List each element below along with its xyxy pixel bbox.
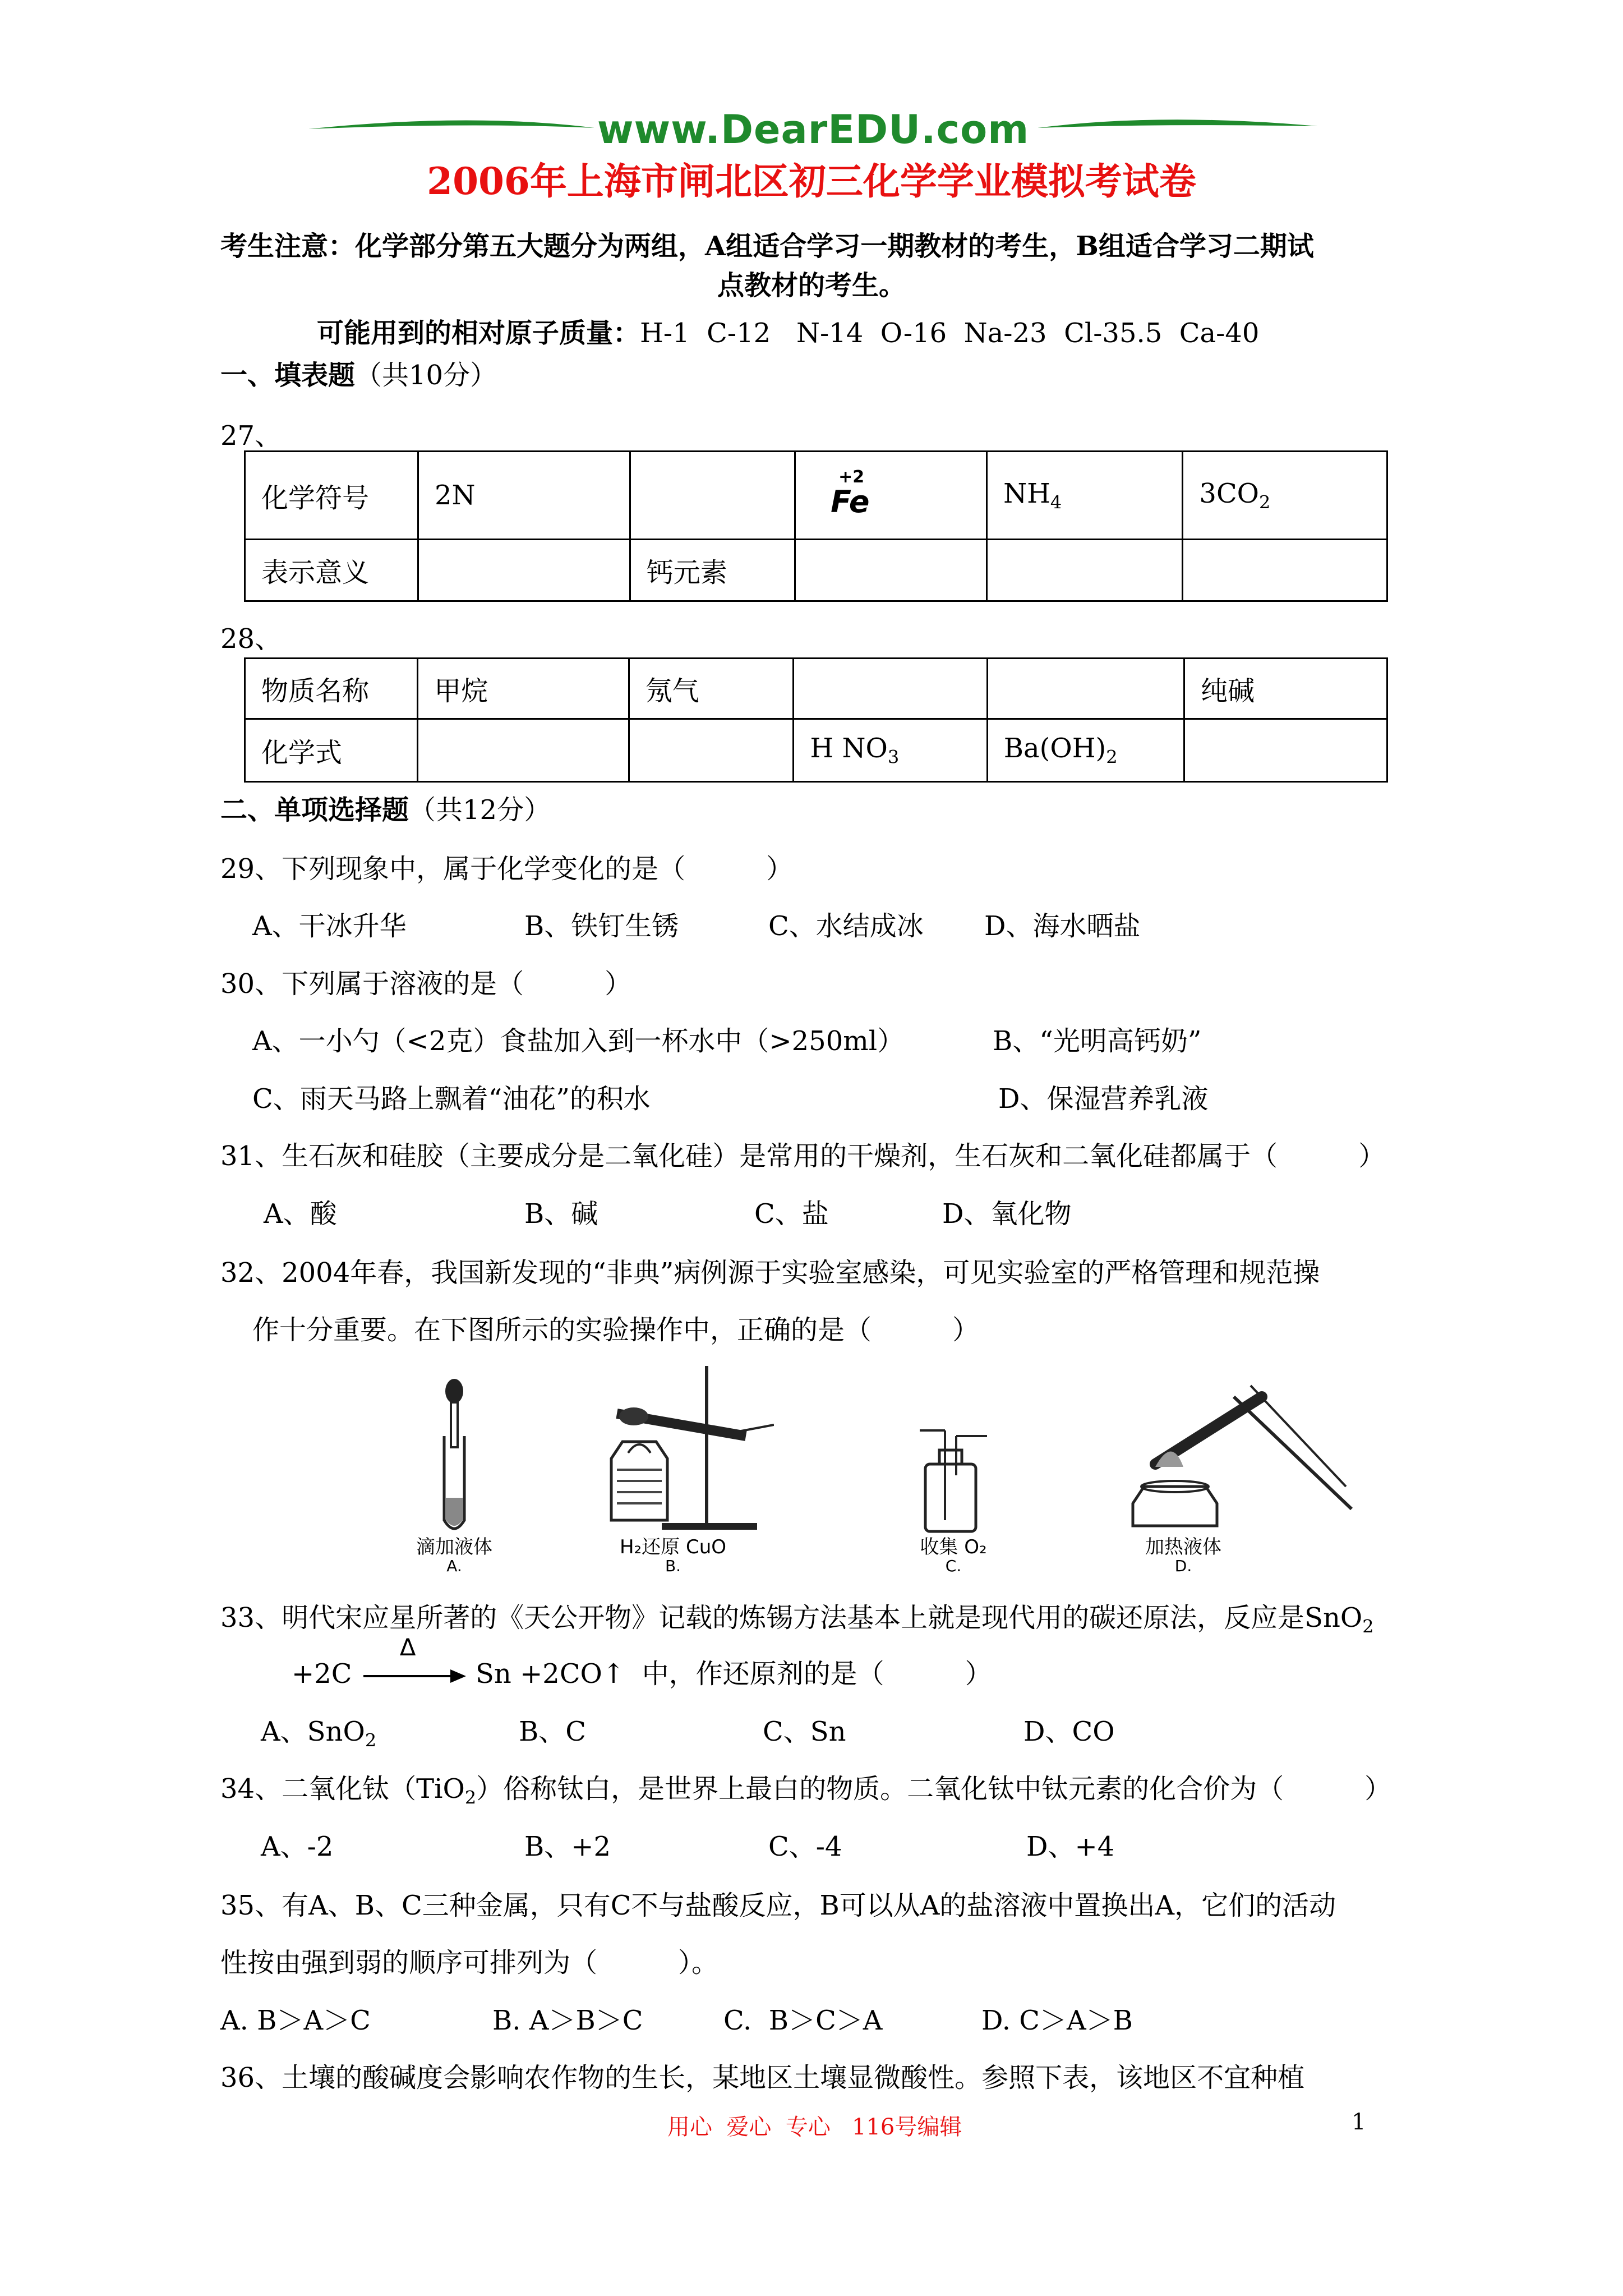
q33-option-d[interactable]: D、CO [1023, 1716, 1115, 1747]
q28-answer-formula-5[interactable] [1184, 719, 1387, 782]
hno3-sub: 3 [887, 746, 900, 768]
q29-option-b[interactable]: B、铁钉生锈 [524, 910, 679, 942]
q28-answer-name-4[interactable] [987, 659, 1184, 719]
q27-number: 27、 [220, 420, 282, 452]
baoh2-sub: 2 [1106, 746, 1118, 768]
fig-c-caption: 收集 O₂ [920, 1536, 987, 1558]
exam-title: 2006年上海市闸北区初三化学学业模拟考试卷 [427, 159, 1196, 203]
q31-option-c[interactable]: C、盐 [754, 1198, 829, 1230]
fig-a-letter: A. [446, 1557, 462, 1575]
q27-answer-4[interactable] [987, 540, 1183, 601]
heat-symbol: Δ [399, 1633, 416, 1661]
section-1-title: 一、填表题 [220, 360, 356, 391]
q28-name-5: 纯碱 [1184, 659, 1387, 719]
q34-stem-sub: 2 [464, 1787, 477, 1809]
q35-option-a[interactable]: A. B＞A＞C [220, 2005, 371, 2036]
notice-line-1: 考生注意：化学部分第五大题分为两组，A组适合学习一期教材的考生，B组适合学习二期试 [220, 231, 1314, 262]
fig-d-letter: D. [1174, 1557, 1192, 1575]
reaction-arrow-icon [361, 1633, 467, 1690]
q34-option-b[interactable]: B、+2 [524, 1831, 611, 1862]
q28-answer-formula-2[interactable] [629, 719, 794, 782]
q32-figure [393, 1363, 1374, 1599]
q33-option-a-text: A、SnO [261, 1716, 365, 1747]
fig-d-caption: 加热液体 [1145, 1536, 1221, 1558]
q33-option-a-sub: 2 [365, 1729, 377, 1751]
co2-base: 3CO [1199, 477, 1260, 509]
atomic-masses-values: H-1 C-12 N-14 O-16 Na-23 Cl-35.5 Ca-40 [640, 318, 1260, 349]
nh4-sub: 4 [1050, 491, 1062, 513]
footer-text: 用心 爱心 专心 116号编辑 [667, 2114, 962, 2140]
q36-stem-1: 36、土壤的酸碱度会影响农作物的生长，某地区土壤显微酸性。参照下表，该地区不宜种植 [220, 2062, 1305, 2093]
q33-products: Sn +2CO↑ 中，作还原剂的是（ ） [476, 1658, 992, 1690]
q34-option-c[interactable]: C、-4 [768, 1831, 842, 1862]
h2-reduction-apparatus-icon [594, 1363, 774, 1537]
dropper-test-tube-icon [426, 1374, 482, 1537]
q31-stem: 31、生石灰和硅胶（主要成分是二氧化硅）是常用的干燥剂，生石灰和二氧化硅都属于（ ） [220, 1140, 1386, 1172]
q33-stem-1 [220, 1596, 1374, 1637]
q33-stem-1-sub: 2 [1362, 1616, 1374, 1637]
q35-option-c[interactable]: C. B＞C＞A [723, 2005, 883, 2036]
section-2-points: （共12分） [409, 794, 551, 826]
q27-cell-meaning-2: 钙元素 [630, 540, 795, 601]
site-logo-text: www.DearEDU.com [597, 107, 1030, 153]
page-number: 1 [1352, 2109, 1366, 2135]
atomic-masses [317, 311, 1259, 350]
section-2-heading [220, 788, 551, 827]
nh4-base: NH [1003, 477, 1050, 509]
q34-stem-pre: 34、二氧化钛（TiO [220, 1773, 465, 1805]
q29-stem: 29、下列现象中，属于化学变化的是（ ） [220, 853, 794, 885]
co2-sub: 2 [1259, 491, 1271, 513]
q27-cell-4 [987, 452, 1183, 540]
q30-option-d[interactable]: D、保湿营养乳液 [998, 1083, 1209, 1115]
q28-answer-name-3[interactable] [794, 659, 987, 719]
q34-stem-post: ）俗称钛白，是世界上最白的物质。二氧化钛中钛元素的化合价为（ ） [476, 1773, 1392, 1805]
atomic-masses-label: 可能用到的相对原子质量： [317, 318, 640, 349]
q32-stem-2: 作十分重要。在下图所示的实验操作中，正确的是（ ） [252, 1314, 980, 1346]
section-1-points: （共10分） [355, 360, 497, 391]
section-1-heading [220, 353, 497, 392]
q28-row2-header: 化学式 [245, 719, 418, 782]
q27-cell-1: 2N [418, 452, 630, 540]
q27-answer-3[interactable] [795, 540, 987, 601]
hno3-base: H NO [810, 733, 888, 765]
fig-b-caption: H₂还原 CuO [619, 1536, 727, 1558]
q34-option-a[interactable]: A、-2 [261, 1831, 334, 1862]
fig-a-caption: 滴加液体 [416, 1536, 492, 1558]
q27-answer-5[interactable] [1183, 540, 1387, 601]
q30-stem: 30、下列属于溶液的是（ ） [220, 968, 632, 1000]
q35-stem-1: 35、有A、B、C三种金属，只有C不与盐酸反应，B可以从A的盐溶液中置换出A，它们的活动 [220, 1890, 1336, 1921]
q28-row1-header: 物质名称 [245, 659, 418, 719]
q28-table [244, 657, 1388, 783]
q33-option-b[interactable]: B、C [519, 1716, 587, 1747]
q33-option-a[interactable] [261, 1710, 376, 1751]
q28-answer-formula-1[interactable] [418, 719, 629, 782]
q33-reactant: +2C [292, 1658, 352, 1690]
q33-option-c[interactable]: C、Sn [763, 1716, 846, 1747]
gas-collection-bottle-icon [909, 1425, 998, 1537]
q28-name-2: 氖气 [629, 659, 794, 719]
fe-symbol: Fe [831, 484, 870, 519]
section-2-title: 二、单项选择题 [220, 794, 409, 826]
fig-c-letter: C. [945, 1557, 962, 1575]
q27-cell-2[interactable] [630, 452, 795, 540]
fig-b-letter: B. [665, 1557, 681, 1575]
q27-table [244, 450, 1388, 602]
q35-option-d[interactable]: D. C＞A＞B [981, 2005, 1133, 2036]
q31-option-a[interactable]: A、酸 [264, 1198, 337, 1230]
q32-stem-1: 32、2004年春，我国新发现的“非典”病例源于实验室感染，可见实验室的严格管理和规范操 [220, 1257, 1320, 1289]
q30-option-b[interactable]: B、“光明高钙奶” [993, 1025, 1202, 1057]
heating-liquid-icon [1122, 1374, 1357, 1537]
baoh2-base: Ba(OH) [1003, 733, 1106, 765]
q30-option-a[interactable]: A、一小勺（<2克）食盐加入到一杯水中（>250ml） [252, 1025, 905, 1057]
q29-option-a[interactable]: A、干冰升华 [252, 910, 407, 942]
q27-row2-header: 表示意义 [245, 540, 418, 601]
q28-formula-3 [794, 719, 987, 782]
q33-stem-1-text: 33、明代宋应星所著的《天公开物》记载的炼锡方法基本上就是现代用的碳还原法，反应是SnO [220, 1602, 1363, 1634]
q27-cell-3 [795, 452, 987, 540]
q28-number: 28、 [220, 623, 282, 655]
fe-charge: +2 [838, 467, 865, 487]
q31-option-d[interactable]: D、氧化物 [942, 1198, 1072, 1230]
q35-stem-2: 性按由强到弱的顺序可排列为（ ）。 [220, 1947, 719, 1978]
notice-line-2: 点教材的考生。 [717, 270, 906, 301]
q34-stem [220, 1767, 1391, 1809]
q29-option-c[interactable]: C、水结成冰 [768, 910, 924, 942]
q33-stem-2 [292, 1633, 992, 1691]
q34-option-d[interactable]: D、+4 [1026, 1831, 1115, 1862]
q35-option-b[interactable]: B. A＞B＞C [492, 2005, 643, 2036]
q30-option-c[interactable]: C、雨天马路上飘着“油花”的积水 [252, 1083, 651, 1115]
q28-name-1: 甲烷 [418, 659, 629, 719]
q29-option-d[interactable]: D、海水晒盐 [984, 910, 1141, 942]
q27-cell-5 [1183, 452, 1387, 540]
q27-row1-header: 化学符号 [245, 452, 418, 540]
q28-formula-4 [987, 719, 1184, 782]
q31-option-b[interactable]: B、碱 [524, 1198, 598, 1230]
q27-answer-1[interactable] [418, 540, 630, 601]
